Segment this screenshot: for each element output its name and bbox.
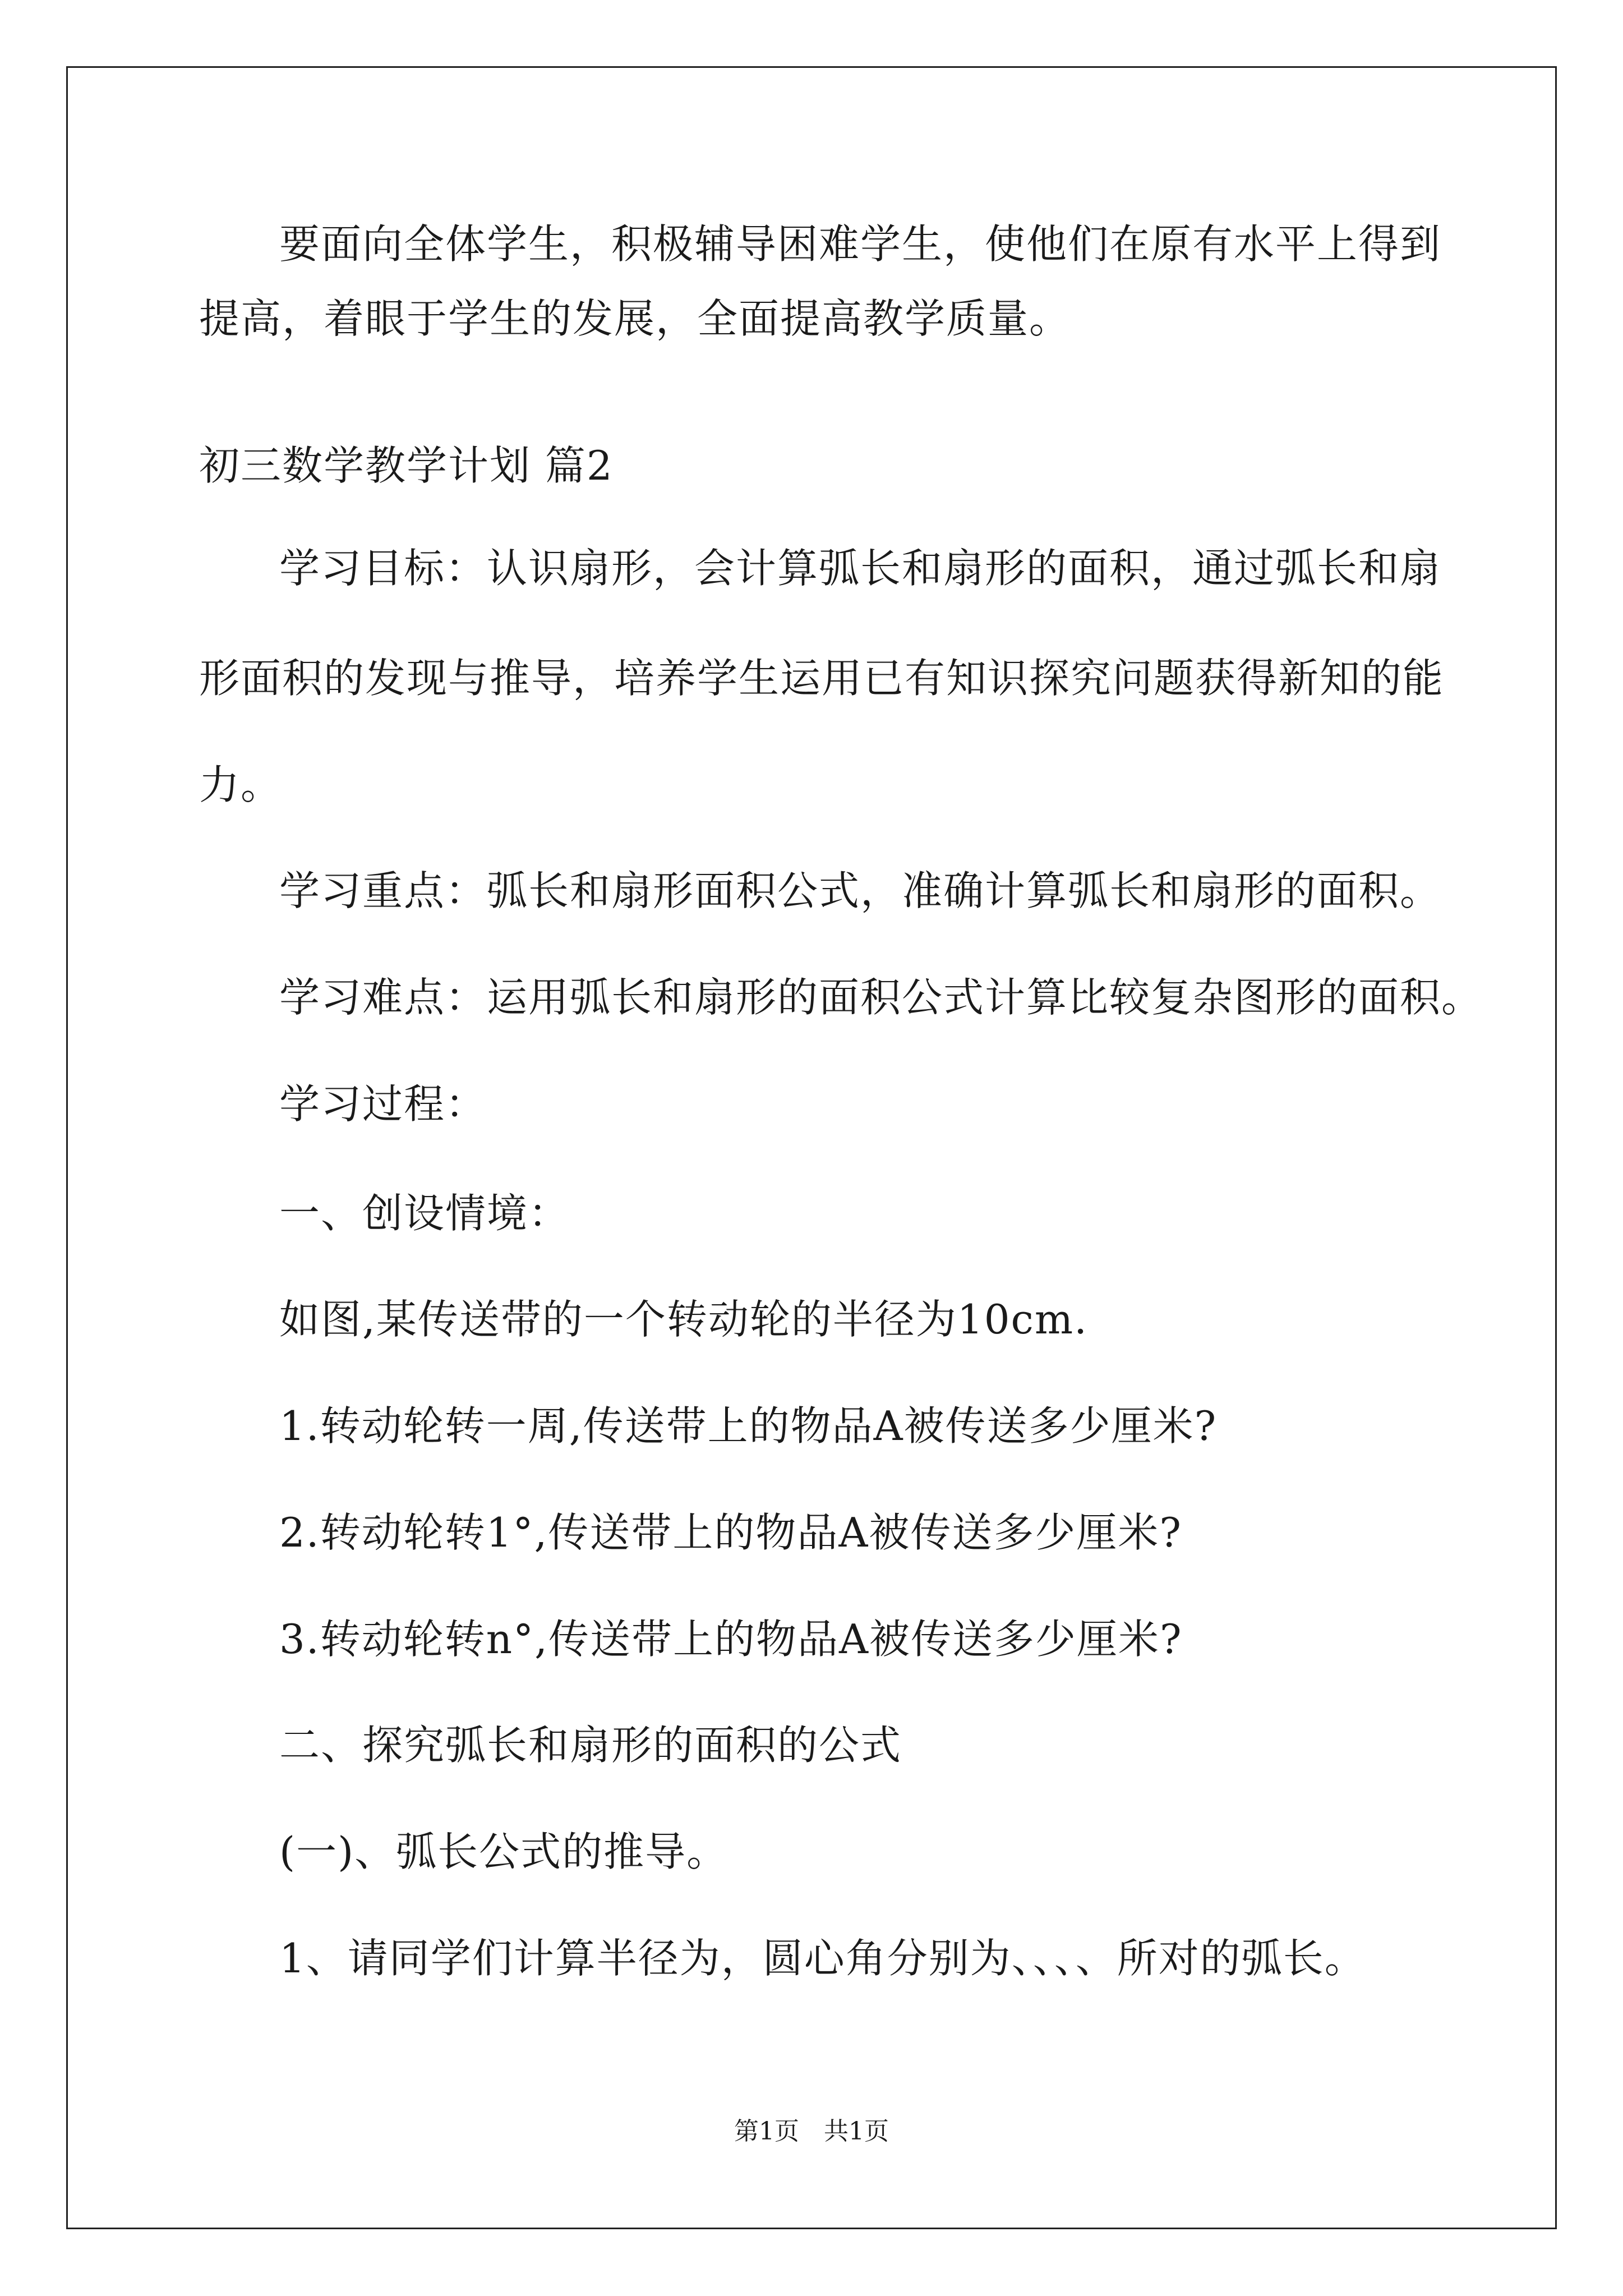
paragraph-line: 学习过程： <box>279 1080 487 1128</box>
page-footer: 第1页 共1页 <box>734 2117 889 2146</box>
paragraph-line: 3.转动轮转n°,传送带上的物品A被传送多少厘米? <box>279 1616 1183 1663</box>
paragraph-line: 学习目标：认识扇形，会计算弧长和扇形的面积，通过弧长和扇 <box>279 545 1442 592</box>
paragraph-line: 1.转动轮转一周,传送带上的物品A被传送多少厘米? <box>279 1402 1218 1450</box>
paragraph-line: 二、探究弧长和扇形的面积的公式 <box>279 1722 902 1769</box>
paragraph-line: 要面向全体学生，积极辅导困难学生，使他们在原有水平上得到 <box>279 220 1442 268</box>
page-border <box>66 66 1557 2229</box>
paragraph-line: 1、请同学们计算半径为，圆心角分别为、、、、所对的弧长。 <box>279 1935 1366 1982</box>
paragraph-line: 如图,某传送带的一个转动轮的半径为10cm. <box>279 1296 1088 1343</box>
paragraph-line: 力。 <box>199 761 283 808</box>
paragraph-line: 提高，着眼于学生的发展，全面提高教学质量。 <box>199 295 1071 342</box>
section-heading: 初三数学教学计划 篇2 <box>199 442 614 489</box>
paragraph-line: 学习难点：运用弧长和扇形的面积公式计算比较复杂图形的面积。 <box>279 974 1483 1021</box>
paragraph-line: (一)、弧长公式的推导。 <box>279 1828 728 1875</box>
paragraph-line: 形面积的发现与推导，培养学生运用已有知识探究问题获得新知的能 <box>199 655 1445 702</box>
paragraph-line: 2.转动轮转1°,传送带上的物品A被传送多少厘米? <box>279 1509 1182 1556</box>
paragraph-line: 一、创设情境： <box>279 1190 570 1237</box>
paragraph-line: 学习重点：弧长和扇形面积公式，准确计算弧长和扇形的面积。 <box>279 867 1442 914</box>
